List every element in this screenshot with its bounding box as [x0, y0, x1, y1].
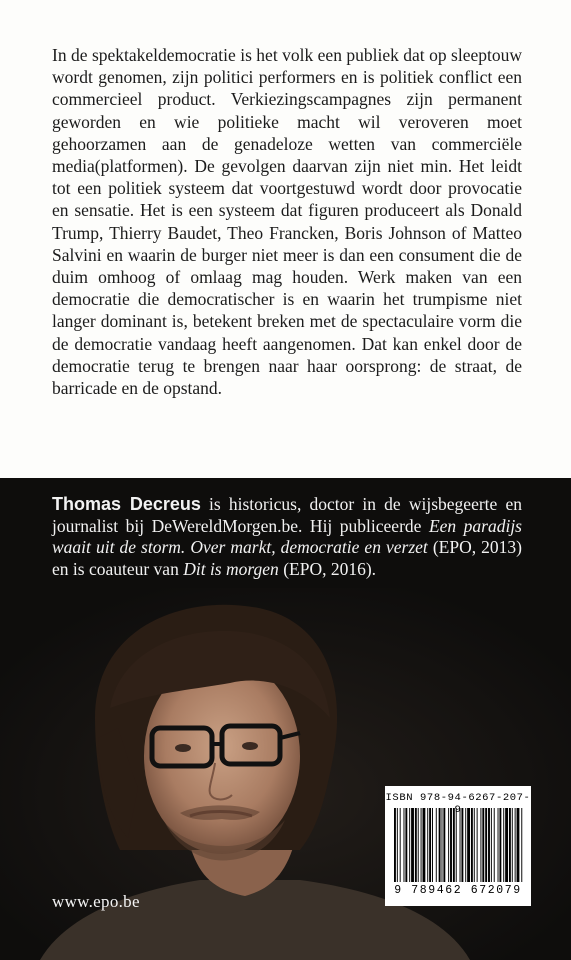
barcode-bar	[494, 808, 495, 882]
barcode-bar	[498, 808, 499, 882]
barcode-bar	[411, 808, 414, 882]
barcode-bar	[521, 808, 522, 882]
barcode-bars	[393, 808, 523, 882]
barcode-bar	[491, 808, 492, 882]
barcode-bar	[421, 808, 422, 882]
barcode-bar	[432, 808, 433, 882]
barcode-bar	[503, 808, 504, 882]
barcode-bar	[418, 808, 419, 882]
barcode-bar	[409, 808, 410, 882]
book-title-1: Een paradijs waait uit de storm. Over markt, democratie en verzet	[52, 515, 522, 557]
barcode-bar	[467, 808, 470, 882]
barcode-bar	[480, 808, 481, 882]
blurb-text: In de spektakeldemocratie is het volk een publiek dat op sleeptouw wordt genomen, zijn politici performers en is politiek conflict een commercieel product. Verkiezingscampagnes zijn permanent geworden en wie politieke macht wil veroveren moet gehoorzamen aan de genadeloze wetten van commerciële media(platformen). De gevolgen daarvan zijn niet min. Het leidt tot een politiek systeem dat voortgestuwd wordt door provocatie en sensatie. Het is een systeem dat figuren produceert als Donald Trump, Thierry Baudet, Theo Francken, Boris Johnson of Matteo Salvini en waarin de burger niet meer is dan een consument die de duim omhoog of omlaag mag houden. Werk maken van een democratie die democratischer is en waarin het trumpisme niet langer dominant is, betekent breken met de spectaculaire vorm die de democratie vandaag heeft aangenomen. Dat kan enkel door de democratie terug te brengen naar haar oorsprong: de straat, de barricade en de opstand.	[52, 45, 522, 399]
bio-text-part3: (EPO, 2016).	[278, 558, 377, 579]
blurb-panel	[0, 0, 571, 478]
barcode-bar	[443, 808, 445, 882]
barcode-bar	[439, 808, 441, 882]
barcode-bar	[415, 808, 417, 882]
barcode-bar	[517, 808, 520, 882]
barcode-bar	[427, 808, 428, 882]
barcode-bar	[460, 808, 461, 882]
barcode-bar	[423, 808, 426, 882]
barcode-bar	[482, 808, 484, 882]
barcode-bar	[400, 808, 401, 882]
isbn-barcode	[385, 786, 531, 906]
barcode-bar	[499, 808, 501, 882]
barcode-bar	[509, 808, 511, 882]
barcode-bar	[474, 808, 475, 882]
isbn-label: ISBN 978-94-6267-207-9	[385, 792, 531, 816]
barcode-bar	[477, 808, 478, 882]
barcode-bar	[429, 808, 431, 882]
barcode-bar	[488, 808, 490, 882]
barcode-digits: 9 789462 672079	[394, 884, 522, 897]
barcode-bar	[394, 808, 396, 882]
barcode-bar	[465, 808, 466, 882]
bio-text-part1: is historicus, doctor in de wijsbegeerte en journalist bij DeWereldMorgen.be. Hij publiceerde	[52, 494, 522, 536]
barcode-bar	[397, 808, 398, 882]
barcode-bar	[448, 808, 449, 882]
bio-text-part2: (EPO, 2013) en is coauteur van	[52, 537, 522, 579]
author-bio	[52, 494, 522, 580]
barcode-bar	[461, 808, 463, 882]
barcode-bar	[485, 808, 487, 882]
author-panel	[0, 478, 571, 960]
barcode-bar	[442, 808, 443, 882]
barcode-bar	[505, 808, 508, 882]
barcode-bar	[405, 808, 407, 882]
author-name: Thomas Decreus	[52, 494, 201, 514]
book-title-2: Dit is morgen	[183, 558, 279, 579]
barcode-bar	[453, 808, 455, 882]
barcode-bar	[471, 808, 473, 882]
barcode-bar	[456, 808, 457, 882]
barcode-bar	[512, 808, 513, 882]
barcode-bar	[404, 808, 405, 882]
barcode-bar	[515, 808, 516, 882]
barcode-bar	[436, 808, 437, 882]
barcode-bar	[450, 808, 452, 882]
publisher-website[interactable]: www.epo.be	[52, 892, 140, 911]
